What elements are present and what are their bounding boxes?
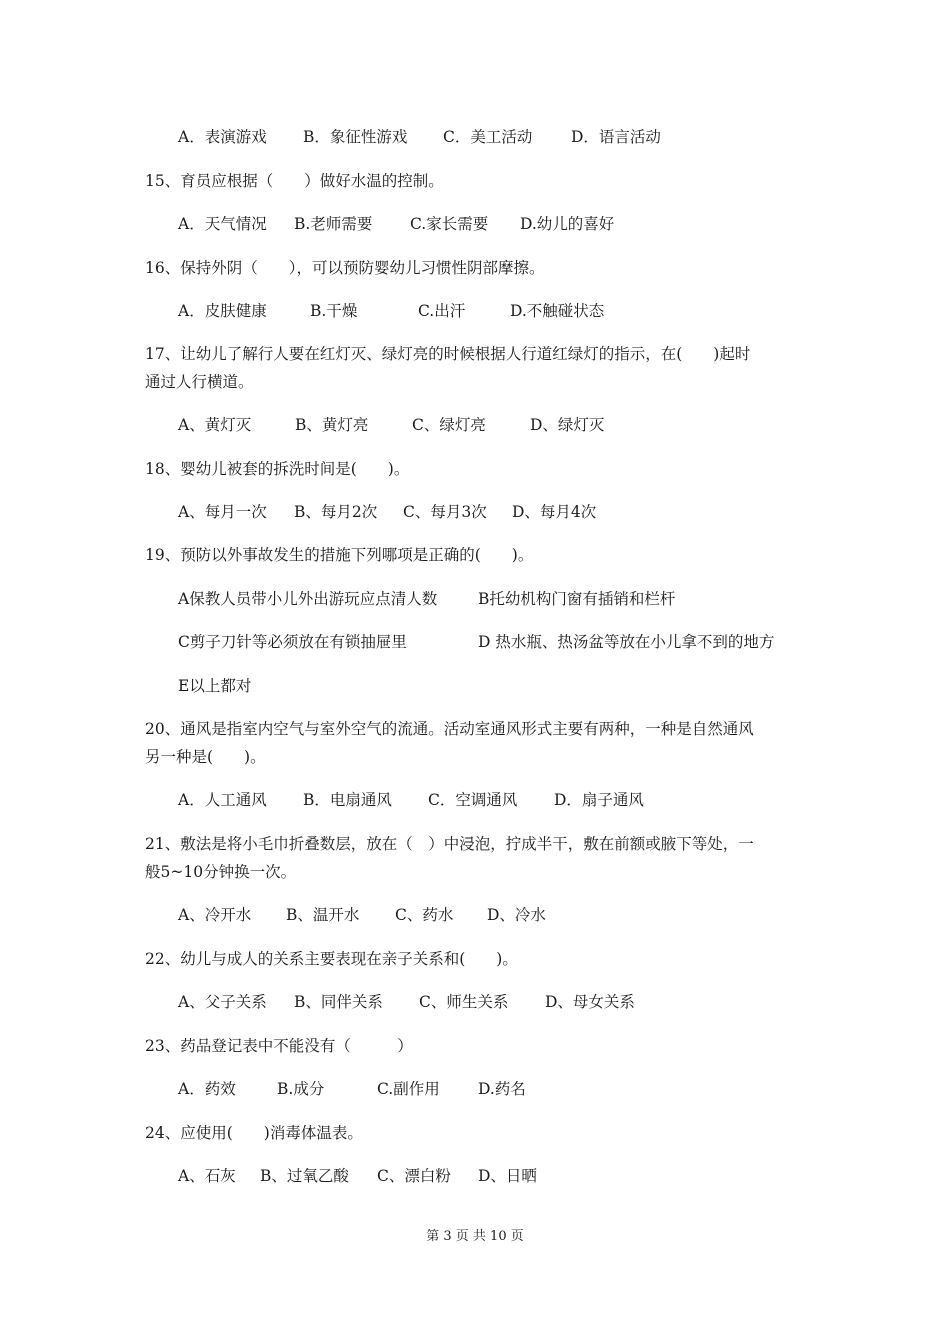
q18-stem: 18、婴幼儿被套的拆洗时间是( )。 — [145, 460, 410, 478]
q17-option-c: C、绿灯亮 — [412, 416, 486, 434]
q21-options — [178, 905, 546, 925]
q20-option-a: A．人工通风 — [178, 791, 267, 809]
q23-options — [178, 1079, 526, 1099]
q21-stem-line2: 般5~10分钟换一次。 — [145, 863, 297, 881]
q19-options-row1 — [178, 589, 675, 609]
q22-option-a: A、父子关系 — [178, 993, 267, 1011]
q21-option-b: B、温开水 — [286, 906, 360, 924]
q19-option-e: E以上都对 — [178, 677, 252, 695]
q22-option-d: D、母女关系 — [545, 993, 635, 1011]
q23-stem: 23、药品登记表中不能没有（ ） — [145, 1037, 413, 1055]
q16-option-d: D.不触碰状态 — [510, 302, 605, 320]
q20-option-b: B．电扇通风 — [303, 791, 392, 809]
q21-option-d: D、冷水 — [487, 906, 546, 924]
q21-option-a: A、冷开水 — [178, 906, 252, 924]
q23-option-c: C.副作用 — [377, 1080, 440, 1098]
q23-option-a: A．药效 — [178, 1080, 236, 1098]
q23-option-d: D.药名 — [478, 1080, 526, 1098]
q16-options — [178, 301, 604, 321]
q21-option-c: C、药水 — [395, 906, 454, 924]
q24-option-d: D、日晒 — [478, 1167, 537, 1185]
q22-option-b: B、同伴关系 — [294, 993, 383, 1011]
q19-option-b: B托幼机构门窗有插销和栏杆 — [478, 590, 676, 608]
q20-options — [178, 790, 644, 810]
q20-stem-line2: 另一种是( )。 — [145, 748, 266, 766]
q15-option-d: D.幼儿的喜好 — [520, 215, 615, 233]
q20-stem-line1: 20、通风是指室内空气与室外空气的流通。活动室通风形式主要有两种，一种是自然通风 — [145, 720, 754, 738]
q18-option-a: A、每月一次 — [178, 503, 267, 521]
q15-options — [178, 214, 614, 234]
q24-stem: 24、应使用( )消毒体温表。 — [145, 1124, 363, 1142]
q15-option-b: B.老师需要 — [294, 215, 373, 233]
q14-options — [178, 127, 661, 147]
q18-option-c: C、每月3次 — [403, 503, 487, 521]
q19-options-row2 — [178, 632, 774, 652]
q18-option-d: D、每月4次 — [512, 503, 597, 521]
q14-option-b: B．象征性游戏 — [303, 128, 408, 146]
q24-option-a: A、石灰 — [178, 1167, 236, 1185]
q23-option-b: B.成分 — [277, 1080, 325, 1098]
q22-options — [178, 992, 635, 1012]
q16-option-c: C.出汗 — [418, 302, 466, 320]
q16-stem: 16、保持外阴（ ），可以预防婴幼儿习惯性阴部摩擦。 — [145, 259, 545, 277]
q19-stem: 19、预防以外事故发生的措施下列哪项是正确的( )。 — [145, 546, 534, 564]
q18-options — [178, 502, 596, 522]
q24-option-b: B、过氧乙酸 — [260, 1167, 349, 1185]
q24-option-c: C、漂白粉 — [377, 1167, 451, 1185]
page-number-footer: 第 3 页 共 10 页 — [426, 1229, 524, 1244]
q17-option-d: D、绿灯灭 — [530, 416, 605, 434]
q22-option-c: C、师生关系 — [419, 993, 509, 1011]
q17-option-b: B、黄灯亮 — [295, 416, 369, 434]
q15-option-a: A．天气情况 — [178, 215, 267, 233]
q20-option-c: C．空调通风 — [428, 791, 518, 809]
q17-stem-line2: 通过人行横道。 — [145, 373, 254, 391]
q22-stem: 22、幼儿与成人的关系主要表现在亲子关系和( )。 — [145, 950, 518, 968]
q24-options — [178, 1166, 537, 1186]
q19-option-c: C剪子刀针等必须放在有锁抽屉里 — [178, 633, 407, 651]
q14-option-a: A．表演游戏 — [178, 128, 267, 146]
q19-option-d: D 热水瓶、热汤盆等放在小儿拿不到的地方 — [478, 633, 775, 651]
q19-option-a: A保教人员带小儿外出游玩应点清人数 — [178, 590, 438, 608]
q21-stem-line1: 21、敷法是将小毛巾折叠数层，放在（ ）中浸泡，拧成半干，敷在前额或腋下等处，一 — [145, 835, 754, 853]
q18-option-b: B、每月2次 — [294, 503, 378, 521]
q17-options — [178, 415, 604, 435]
q14-option-d: D．语言活动 — [571, 128, 661, 146]
q14-option-c: C．美工活动 — [443, 128, 533, 146]
q17-stem-line1: 17、让幼儿了解行人要在红灯灭、绿灯亮的时候根据人行道红绿灯的指示，在( )起时 — [145, 345, 751, 363]
q20-option-d: D．扇子通风 — [554, 791, 644, 809]
q16-option-a: A．皮肤健康 — [178, 302, 267, 320]
q17-option-a: A、黄灯灭 — [178, 416, 252, 434]
q15-stem: 15、育员应根据（ ）做好水温的控制。 — [145, 172, 444, 190]
q16-option-b: B.干燥 — [310, 302, 358, 320]
q15-option-c: C.家长需要 — [410, 215, 489, 233]
